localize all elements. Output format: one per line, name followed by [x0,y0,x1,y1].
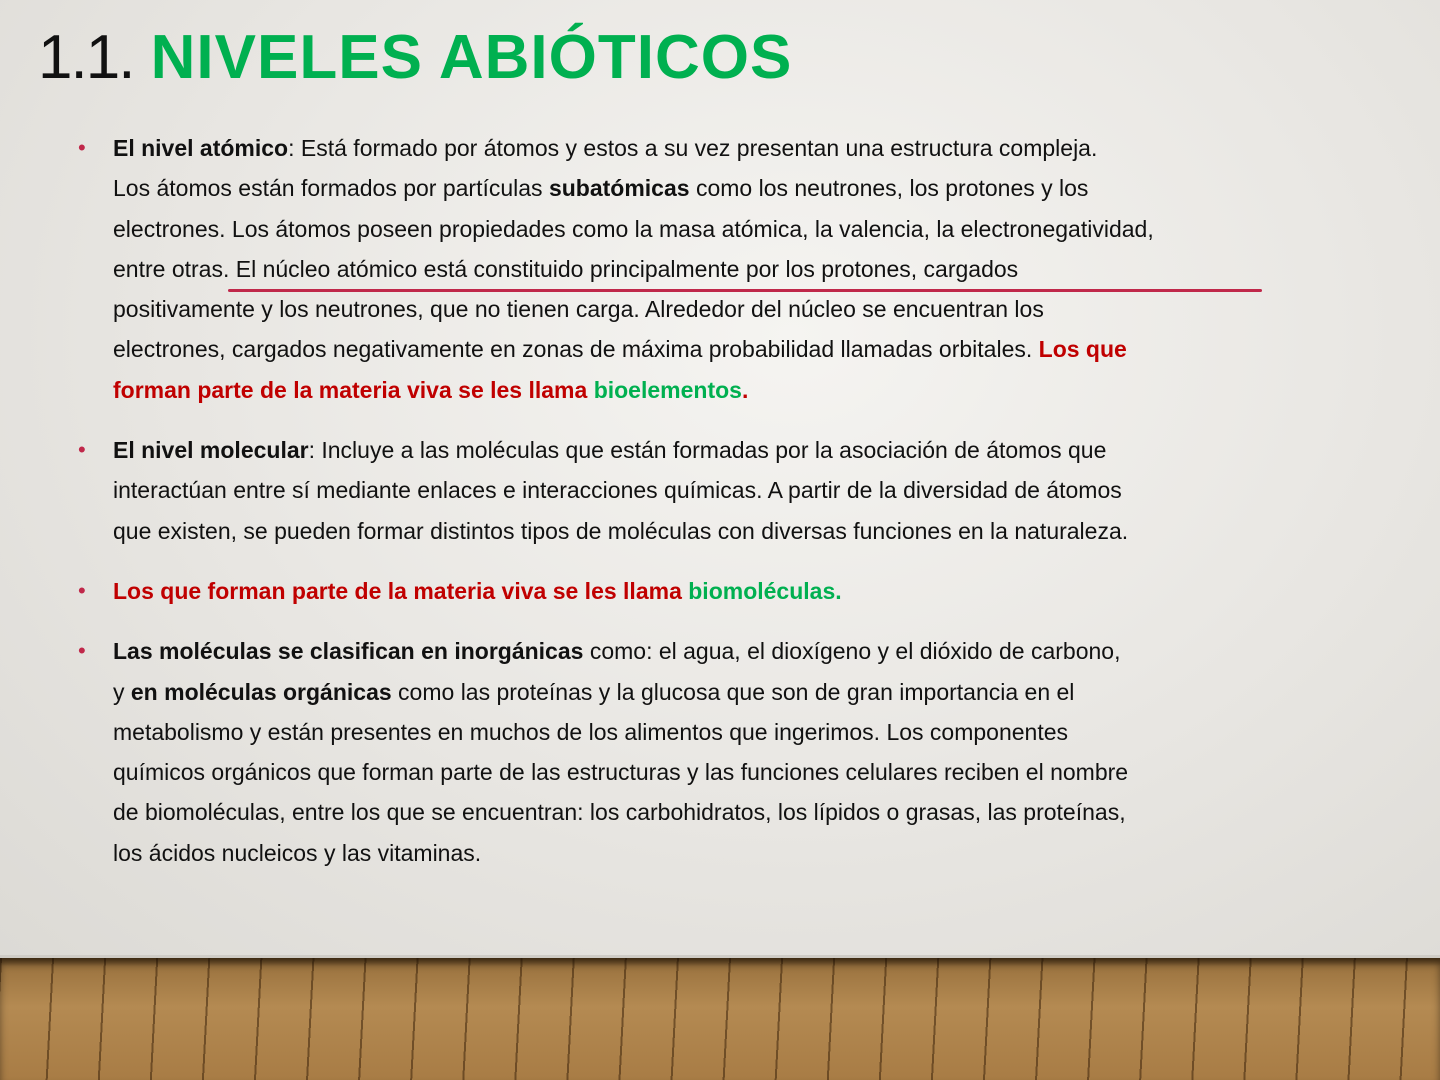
text-line [113,289,1440,329]
body-text: entre otras. El núcleo atómico está constituido principalmente por los protones, cargados [113,255,1019,282]
body-text: que existen, se pueden formar distintos tipos de moléculas con diversas funciones en la naturaleza. [113,517,1129,544]
text-line [113,571,1440,611]
highlight-red-text: forman parte de la materia viva se les llama [113,376,594,403]
bullet-dot-icon: • [78,638,86,664]
bold-text: El nivel molecular [113,437,309,464]
body-text: interactúan entre sí mediante enlaces e interacciones químicas. A partir de la diversidad de átomos [113,477,1122,504]
bold-text: El nivel atómico [113,135,289,161]
bullet-item [0,430,1440,551]
body-text: : Está formado por átomos y estos a su vez presentan una estructura compleja. [288,135,1098,161]
bullet-list [0,128,1440,893]
body-text: como las proteínas y la glucosa que son de gran importancia en el [391,678,1075,705]
text-line [113,833,1440,873]
body-text: : Incluye a las moléculas que están formadas por la asociación de átomos que [308,437,1107,464]
highlight-red-text: . [741,376,749,403]
bullet-dot-icon: • [78,437,86,463]
bullet-item [0,128,1440,410]
bullet-item [0,631,1440,873]
body-text: positivamente y los neutrones, que no tienen carga. Alrededor del núcleo se encuentran los [113,296,1044,323]
wood-floor-decoration [0,958,1440,1080]
slide-title [38,18,792,98]
text-line [113,752,1440,792]
highlight-red-text: Los que forman parte de la materia viva se les llama [113,577,689,604]
bullet-item [0,571,1440,611]
body-text: como: el agua, el dioxígeno y el dióxido de carbono, [583,638,1121,665]
highlight-green-text: biomoléculas. [688,577,842,604]
text-line [113,712,1440,752]
highlight-red-text: Los que [1038,336,1127,363]
text-line [113,329,1440,369]
text-line [113,792,1440,832]
body-text: electrones, cargados negativamente en zonas de máxima probabilidad llamadas orbitales. [113,336,1039,363]
text-line [113,672,1440,712]
text-line [113,470,1440,510]
body-text: electrones. Los átomos poseen propiedades como la masa atómica, la valencia, la electronegatividad, [113,215,1154,242]
bullet-dot-icon: • [78,135,86,160]
bullet-dot-icon: • [78,577,86,603]
bold-text: Las moléculas se clasifican en inorgánicas [113,638,584,665]
title-text: NIVELES ABIÓTICOS [150,23,793,92]
bold-text: subatómicas [548,175,690,202]
body-text: los ácidos nucleicos y las vitaminas. [113,839,482,866]
text-line [113,168,1440,208]
text-line [113,631,1440,671]
body-text: de biomoléculas, entre los que se encuentran: los carbohidratos, los lípidos o grasas, las proteínas, [113,799,1126,826]
body-text: y [113,678,131,705]
body-text: metabolismo y están presentes en muchos de los alimentos que ingerimos. Los componentes [113,718,1069,745]
body-text: Los átomos están formados por partículas [113,175,549,202]
bold-text: en moléculas orgánicas [130,678,392,705]
text-line [113,209,1440,249]
text-line [113,128,1440,168]
body-text: químicos orgánicos que forman parte de las estructuras y las funciones celulares reciben el nombre [113,759,1129,786]
text-line [113,370,1440,410]
text-line [113,430,1440,470]
title-number: 1.1. [38,23,134,92]
highlight-green-text: bioelementos [593,376,742,403]
text-line [113,511,1440,551]
text-line [113,249,1440,289]
red-underline-annotation [228,289,1262,292]
body-text: como los neutrones, los protones y los [689,175,1089,202]
